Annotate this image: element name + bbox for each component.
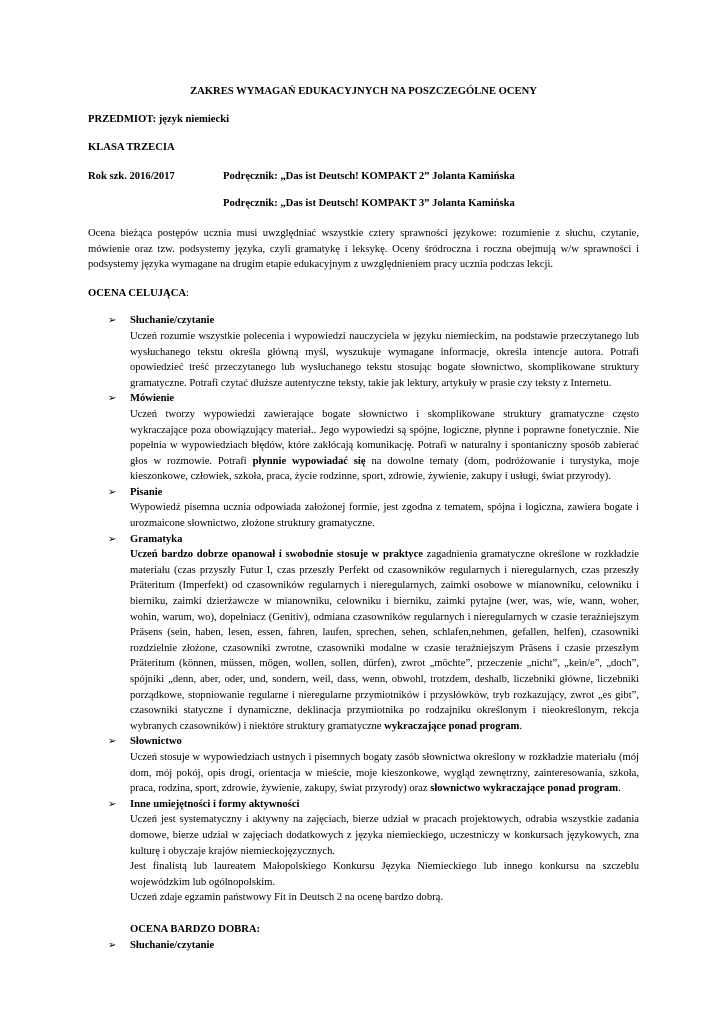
section-body: Uczeń rozumie wszystkie polecenia i wypowiedzi nauczyciela w języku niemieckim, na podstawie przeczytanego lub wysłuchanego tekstu określa główną myśl, wyszukuje wymagane informacje, określa intencje autora. Potrafi opowiedzieć treść przeczytanego lub wysłuchanego tekstu stosując bogate słownictwo, skomplikowane struktury gramatyczne. Potrafi czytać dłuższe autentyczne teksty, takie jak lektury, artykuły w prasie czy teksty z Internetu. bbox=[130, 330, 639, 389]
heading-celujaca bbox=[88, 286, 639, 302]
body-bold: wykraczające ponad program bbox=[384, 720, 520, 732]
arrow-bullet-icon: ➢ bbox=[108, 315, 117, 327]
heading-celujaca-text: OCENA CELUJĄCA bbox=[88, 287, 187, 299]
section-heading: Słuchanie/czytanie bbox=[130, 315, 215, 327]
section-heading: Mówienie bbox=[130, 393, 175, 405]
section-heading: Słownictwo bbox=[130, 736, 182, 748]
section-sluchanie bbox=[88, 313, 639, 391]
section-body bbox=[130, 547, 639, 734]
section-slownictwo bbox=[88, 734, 639, 796]
body-text: . bbox=[618, 783, 621, 795]
body-bold: słownictwo wykraczające ponad program bbox=[430, 783, 619, 795]
arrow-bullet-icon: ➢ bbox=[108, 736, 117, 748]
section-body bbox=[130, 750, 639, 797]
section-mowienie bbox=[88, 391, 639, 485]
heading-colon: : bbox=[186, 287, 189, 299]
body-text: Uczeń stosuje w wypowiedziach ustnych i pisemnych bogaty zasób słownictwa określony w rozkładzie materiału (mój dom, mój pokój, opis drogi, orientacja w mieście, moje kieszonkowe, wygląd zewnętrzny, zainteresowania, szkoła, praca, rodzina, sport, zdrowie, żywienie, zakupy, świat przyrody) oraz bbox=[130, 751, 639, 795]
section-heading: Inne umiejętności i formy aktywności bbox=[130, 798, 300, 810]
body-paragraph: Uczeń jest systematyczny i aktywny na zajęciach, bierze udział w pracach projektowych, odrabia wszystkie zadania domowe, bierze udział w zajęciach dodatkowych z języka niemieckiego, uczestniczy w konkursach językowych, zna kulturę i obyczaje krajów niemieckojęzycznych. bbox=[130, 814, 639, 857]
school-year-row bbox=[88, 169, 639, 185]
subject-line: PRZEDMIOT: język niemiecki bbox=[88, 113, 230, 125]
body-text: na dowolne tematy (dom, podróżowanie i turystyka, moje kieszonkowe, człowiek, szkoła, praca, życie rodzinne, sport, zdrowie, żywienie, zakupy i usługi, świat przyrody). bbox=[130, 455, 640, 483]
school-year: Rok szk. 2016/2017 bbox=[88, 170, 175, 182]
section-inne bbox=[88, 797, 639, 906]
arrow-bullet-icon: ➢ bbox=[108, 798, 117, 810]
arrow-bullet-icon: ➢ bbox=[108, 393, 117, 405]
heading-bardzo-dobra: OCENA BARDZO DOBRA: bbox=[130, 923, 261, 935]
arrow-bullet-icon: ➢ bbox=[108, 533, 117, 545]
textbook-2: Podręcznik: „Das ist Deutsch! KOMPAKT 3” Jolanta Kamińska bbox=[223, 198, 515, 210]
section-heading: Gramatyka bbox=[130, 533, 183, 545]
body-text: Uczeń tworzy wypowiedzi zawierające bogate słownictwo i skomplikowane struktury gramatyczne często wykraczające poza obowiązujący materiał.. Jego wypowiedzi są spójne, logiczne, płynne i poprawne fonetycznie. Nie popełnia w wypowiedziach błędów, które zakłócają komunikację. Potrafi w naturalny i spontaniczny sposób zabierać głos w rozmowie. Potrafi bbox=[130, 408, 639, 467]
body-text: zagadnienia gramatyczne określone w rozkładzie materiału (czas przyszły Futur I, czas przeszły Perfekt od czasowników regularnych i nieregularnych, czas przeszły Präteritum (Imperfekt) od czasowników regularnych i nieregularnych, zaimki osobowe w mianowniku, celowniku i bierniku, zaimki dzierżawcze w mianowniku, celowniku i bierniku, zaimki pytajne (wer, was, wie, wann, woher, wohin, warum, wo), dopełniacz (Genitiv), odmiana czasowników regularnych i nieregularnych w czasie teraźniejszym Präsens (sein, haben, lesen, essen, fahren, laufen, sprechen, sehen, schlafen,nehmen, gefallen, helfen), czasowniki rozdzielnie złożone, czasowniki zwrotne, czasowniki modalne w czasie teraźniejszym Präsens i czasie przeszłym Präteritum (können, müssen, mögen, wollen, sollen, dürfen), zwrot „möchte”, przeczenie „nicht”, „kein/e”, „doch”, spójniki „denn, aber, oder, und, sondern, weil, dass, wenn, obwohl, trotzdem, deshalb, liczebniki główne, liczebniki porządkowe, stopniowanie regularne i nieregularne przymiotników i przysłówków, tryb rozkazujący, zwrot „es gibt”, czasowniki statyczne i dynamiczne, deklinacja przymiotnika po rodzajniku określonym i nieokreślonym, rekcja wybranych czasowników) i niektóre struktury gramatyczne bbox=[130, 549, 639, 732]
body-paragraph: Jest finalistą lub laureatem Małopolskiego Konkursu Języka Niemieckiego lub innego konkursu na szczeblu wojewódzkim lub ogólnopolskim. bbox=[130, 861, 639, 888]
section-body bbox=[130, 812, 639, 906]
section-pisanie bbox=[88, 485, 639, 532]
section-body bbox=[130, 407, 639, 485]
body-paragraph: Uczeń zdaje egzamin państwowy Fit in Deutsch 2 na ocenę bardzo dobrą. bbox=[130, 892, 443, 904]
arrow-bullet-icon: ➢ bbox=[108, 939, 117, 951]
body-text: . bbox=[519, 720, 522, 732]
section-body: Wypowiedź pisemna ucznia odpowiada założonej formie, jest zgodna z tematem, spójna i logiczna, zawiera bogate i urozmaicone słownictwo, złożone struktury gramatyczne. bbox=[130, 502, 639, 530]
body-bold: Uczeń bardzo dobrze opanował i swobodnie stosuje w praktyce bbox=[130, 549, 424, 561]
section-sluchanie-2 bbox=[88, 938, 639, 954]
arrow-bullet-icon: ➢ bbox=[108, 486, 117, 498]
class-line: KLASA TRZECIA bbox=[88, 142, 175, 154]
intro-paragraph: Ocena bieżąca postępów ucznia musi uwzględniać wszystkie cztery sprawności językowe: rozumienie z słuchu, czytanie, mówienie oraz tzw. podsystemy języka, czyli gramatykę i leksykę. Oceny śródroczna i roczna obejmują w/w sprawności i podsystemy języka wymagane na drugim etapie edukacyjnym z uwzględnieniem pracy ucznia podczas lekcji. bbox=[88, 227, 639, 271]
section-heading: Pisanie bbox=[130, 486, 163, 498]
body-bold: płynnie wypowiadać się bbox=[252, 455, 366, 467]
page-title: ZAKRES WYMAGAŃ EDUKACYJNYCH NA POSZCZEGÓLNE OCENY bbox=[190, 86, 537, 97]
section-gramatyka bbox=[88, 532, 639, 735]
section-heading: Słuchanie/czytanie bbox=[130, 939, 215, 951]
textbook-1: Podręcznik: „Das ist Deutsch! KOMPAKT 2” Jolanta Kamińska bbox=[223, 170, 515, 182]
